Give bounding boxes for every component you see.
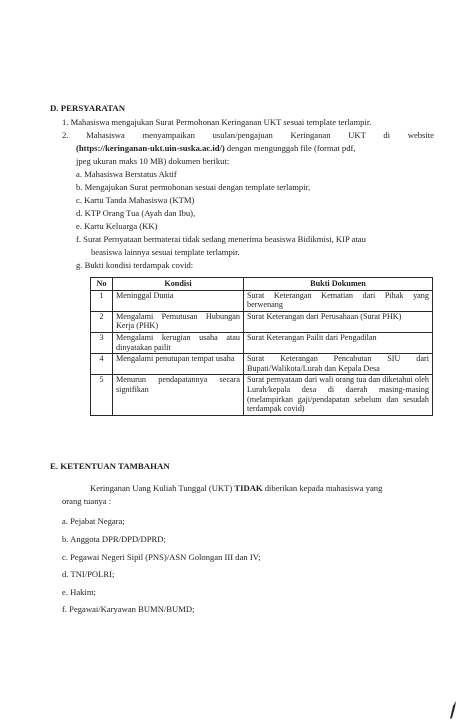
row-no: 3 xyxy=(91,332,113,353)
header-no: No xyxy=(91,278,113,291)
row-kondisi: Mengalami Pemutusan Hubungan Kerja (PHK) xyxy=(113,311,244,332)
row-kondisi: Meninggal Dunia xyxy=(113,290,244,311)
document-item-e: e. Kartu Keluarga (KK) xyxy=(76,221,158,231)
table-row xyxy=(91,354,433,375)
table-row xyxy=(91,290,433,311)
document-item-g: g. Bukti kondisi terdampak covid: xyxy=(76,260,194,270)
document-item-b: b. Mengajukan Surat permohonan sesuai dengan template terlampir, xyxy=(76,182,311,192)
pen-mark-icon xyxy=(447,700,459,720)
document-item-f-line-2: beasiswa lainnya sesuai template terlampir. xyxy=(91,247,240,257)
exclusion-item-e: e. Hakim; xyxy=(62,587,96,597)
row-no: 2 xyxy=(91,311,113,332)
exclusion-item-f: f. Pegawai/Karyawan BUMN/BUMD; xyxy=(62,604,195,614)
document-item-a: a. Mahasiswa Berstatus Aktif xyxy=(76,169,177,179)
row-kondisi: Mengalami penutupan tempat usaha xyxy=(113,354,244,375)
section-d-heading: D. PERSYARATAN xyxy=(50,103,126,113)
requirement-item-2-line-2 xyxy=(76,143,356,153)
row-bukti: Surat Keterangan dari Perusahaan (Surat PHK) xyxy=(244,311,433,332)
intro-part-2: diberikan kepada mahasiswa yang xyxy=(262,483,383,493)
header-bukti-dokumen: Bukti Dokumen xyxy=(244,278,433,291)
table-row xyxy=(91,375,433,415)
website-url: (https://keringanan-ukt.uin-suska.ac.id/) xyxy=(76,143,225,153)
exclusion-item-b: b. Anggota DPR/DPD/DPRD; xyxy=(62,534,166,544)
row-no: 4 xyxy=(91,354,113,375)
intro-part-1: Keringanan Uang Kuliah Tunggal (UKT) xyxy=(90,483,235,493)
requirement-item-2-line-1: 2. Mahasiswa menyampaikan usulan/pengajuan Keringanan UKT di website xyxy=(62,130,434,140)
document-item-d: d. KTP Orang Tua (Ayah dan Ibu), xyxy=(76,208,196,218)
requirement-item-2-line-3: jpeg ukuran maks 10 MB) dokumen berikut: xyxy=(76,156,230,166)
document-item-f: f. Surat Pernyataan bermaterai tidak sedang menerima beasiswa Bidikmisi, KIP atau xyxy=(76,234,366,244)
row-bukti: Surat Keterangan Pencabutan SIU dari Bupati/Walikota/Lurah dan Kepala Desa xyxy=(244,354,433,375)
row-bukti: Surat Keterangan Pailit dari Pengadilan xyxy=(244,332,433,353)
exclusion-item-d: d. TNI/POLRI; xyxy=(62,569,115,579)
table-row xyxy=(91,311,433,332)
row-no: 5 xyxy=(91,375,113,415)
covid-condition-table xyxy=(90,277,433,416)
table-row xyxy=(91,332,433,353)
item-2-line-2-rest: dengan mengunggah file (format pdf, xyxy=(224,143,356,153)
row-no: 1 xyxy=(91,290,113,311)
section-e-intro-line-2: orang tuanya : xyxy=(62,496,112,506)
document-item-c: c. Kartu Tanda Mahasiswa (KTM) xyxy=(76,195,195,205)
row-kondisi: Mengalami kerugian usaha atau dinyatakan pailit xyxy=(113,332,244,353)
section-e-heading: E. KETENTUAN TAMBAHAN xyxy=(50,461,170,471)
row-bukti: Surat Keterangan Kematian dari Pihak yang berwenang xyxy=(244,290,433,311)
requirement-item-1: 1. Mahasiswa mengajukan Surat Permohonan Keringanan UKT sesuai template terlampir. xyxy=(62,117,372,127)
header-kondisi: Kondisi xyxy=(113,278,244,291)
section-e-intro-line-1 xyxy=(90,483,382,493)
row-kondisi: Menurun pendapatannya secara signifikan xyxy=(113,375,244,415)
row-bukti: Surat pernyataan dari wali orang tua dan diketahui oleh Lurah/kepala desa di daerah masing-masing (melampirkan gaji/pendapatan sebelum dan sesudah terdampak covid) xyxy=(244,375,433,415)
intro-emphasis: TIDAK xyxy=(234,483,263,493)
table-header-row xyxy=(91,278,433,291)
exclusion-item-a: a. Pejabat Negara; xyxy=(62,516,125,526)
exclusion-item-c: c. Pegawai Negeri Sipil (PNS)/ASN Golongan III dan IV; xyxy=(62,552,261,562)
